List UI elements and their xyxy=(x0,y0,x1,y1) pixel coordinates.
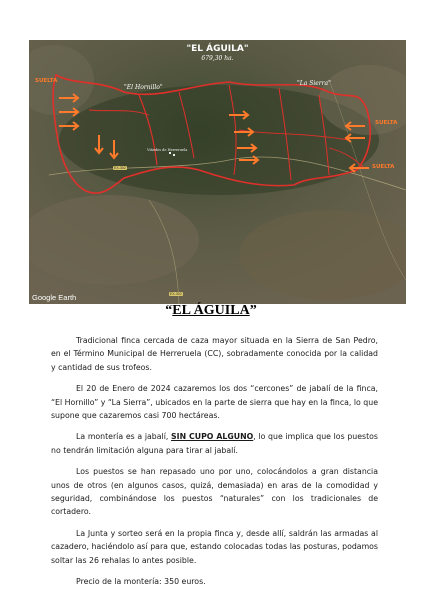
paragraph-precio: Precio de la montería: 350 euros. xyxy=(76,577,206,587)
paragraph-intro: Tradicional finca cercada de caza mayor situada en la Sierra de San Pedro, en el Término Municipal de Herreruela (CC), sobradamente conocida por la calidad y cantidad de sus trofeos. xyxy=(51,336,378,372)
suelta-label-right-bottom: SUELTA xyxy=(372,164,395,170)
road-tag: EX-302 xyxy=(170,292,182,296)
map-area-label: 679,30 ha. xyxy=(201,55,234,62)
suelta-label-left: SUELTA xyxy=(35,78,58,84)
sin-cupo-emphasis: SIN CUPO ALGUNO xyxy=(171,432,254,442)
road-tag: EX-302 xyxy=(114,166,126,170)
map-label-place: Viñedos de Herreruela xyxy=(147,148,188,152)
map-graphic xyxy=(29,40,406,304)
document-body xyxy=(51,334,378,597)
map-label-sierra: "La Sierra" xyxy=(297,80,331,87)
title-quote-close: ” xyxy=(249,303,257,318)
map-title: "EL ÁGUILA" xyxy=(186,44,249,54)
map-label-hornillo: "El Hornillo" xyxy=(124,84,163,91)
paragraph-puestos: Los puestos se han repasado uno por uno, colocándolos a gran distancia unos de otros (en algunos casos, quizá, demasiada) en aras de la comodidad y seguridad, combinándose los puestos “naturales” con los tradicionales de cortadero. xyxy=(51,467,378,517)
document-title xyxy=(0,303,422,319)
suelta-label-right-top: SUELTA xyxy=(375,120,398,126)
title-text: EL ÁGUILA xyxy=(172,303,250,318)
paragraph-cupo xyxy=(51,430,378,457)
google-earth-logo: Google Earth xyxy=(32,293,77,302)
paragraph-cupo-start: La montería es a jabalí, xyxy=(76,432,172,442)
paragraph-junta: La Junta y sorteo será en la propia finca y, desde allí, saldrán las armadas al cazadero, haciéndolo así para que, estando colocadas todas las posturas, podamos soltar las 26 rehalas lo antes posible. xyxy=(51,528,378,565)
title-quote-open: “ xyxy=(165,303,173,318)
paragraph-cupo-end: , lo que implica que los puestos no tendrán limitación alguna para tirar al jabalí. xyxy=(51,432,378,455)
paragraph-date: El 20 de Enero de 2024 cazaremos los dos “cercones” de jabalí de la finca, “El Hornillo” y “La Sierra”, ubicados en la parte de sierra que hay en la finca, lo que supone que cazaremos casi 700 hectáreas. xyxy=(51,384,378,421)
satellite-map xyxy=(29,40,406,304)
